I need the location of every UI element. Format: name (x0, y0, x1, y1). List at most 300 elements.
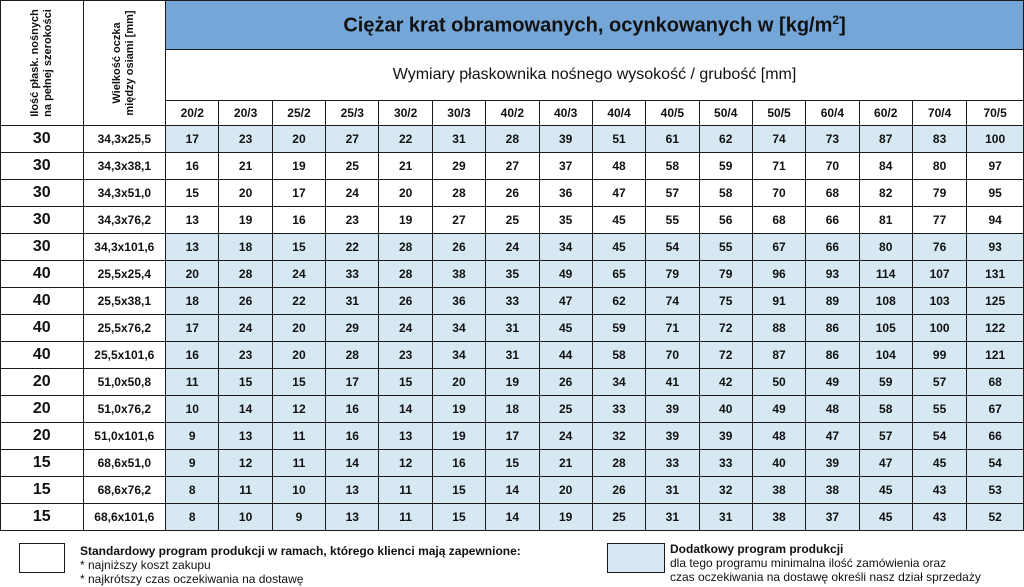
weight-value-cell: 19 (486, 369, 539, 396)
weight-value-cell: 26 (379, 288, 432, 315)
weight-value-cell: 28 (592, 450, 645, 477)
bar-count-cell: 15 (1, 477, 84, 504)
weight-value-cell: 26 (432, 234, 485, 261)
weight-value-cell: 55 (699, 234, 752, 261)
weight-value-cell: 26 (219, 288, 272, 315)
weight-value-cell: 45 (592, 234, 645, 261)
weight-value-cell: 32 (592, 423, 645, 450)
weight-value-cell: 16 (272, 207, 325, 234)
table-row (1, 126, 1024, 153)
weight-value-cell: 20 (432, 369, 485, 396)
bar-count-cell: 40 (1, 342, 84, 369)
weight-value-cell: 40 (752, 450, 805, 477)
weight-value-cell: 14 (379, 396, 432, 423)
weight-value-cell: 22 (379, 126, 432, 153)
row-header-count (1, 1, 84, 126)
table-title-prefix: Ciężar krat obramowanych, ocynkowanych w [kg/m (343, 14, 833, 37)
table-row (1, 423, 1024, 450)
dimension-header-cell: 20/2 (166, 101, 219, 126)
weight-value-cell: 27 (486, 153, 539, 180)
dimension-header-cell: 50/4 (699, 101, 752, 126)
weight-value-cell: 16 (432, 450, 485, 477)
weight-value-cell: 45 (912, 450, 966, 477)
weight-value-cell: 31 (646, 477, 699, 504)
weight-value-cell: 52 (967, 504, 1024, 531)
weight-value-cell: 38 (752, 477, 805, 504)
weight-value-cell: 103 (912, 288, 966, 315)
bar-count-cell: 15 (1, 450, 84, 477)
weight-value-cell: 31 (432, 126, 485, 153)
mesh-size-cell: 34,3x76,2 (83, 207, 166, 234)
weight-value-cell: 13 (379, 423, 432, 450)
weight-value-cell: 74 (646, 288, 699, 315)
weight-value-cell: 66 (806, 207, 859, 234)
weight-value-cell: 44 (539, 342, 592, 369)
weight-value-cell: 18 (486, 396, 539, 423)
bar-count-cell: 30 (1, 126, 84, 153)
weight-value-cell: 20 (539, 477, 592, 504)
weight-value-cell: 59 (592, 315, 645, 342)
weight-value-cell: 80 (912, 153, 966, 180)
weight-value-cell: 54 (967, 450, 1024, 477)
weight-value-cell: 79 (699, 261, 752, 288)
dimension-header-cell: 70/5 (967, 101, 1024, 126)
weight-value-cell: 37 (806, 504, 859, 531)
weight-value-cell: 36 (539, 180, 592, 207)
weight-value-cell: 67 (752, 234, 805, 261)
weight-value-cell: 97 (967, 153, 1024, 180)
weight-value-cell: 23 (326, 207, 379, 234)
bar-count-cell: 30 (1, 180, 84, 207)
weight-value-cell: 56 (699, 207, 752, 234)
row-header-mesh-label: Wielkość oczka między osiami [mm] (111, 10, 137, 116)
weight-value-cell: 79 (912, 180, 966, 207)
weight-value-cell: 37 (539, 153, 592, 180)
weight-value-cell: 15 (432, 477, 485, 504)
weight-value-cell: 28 (219, 261, 272, 288)
legend-additional-swatch (607, 543, 665, 573)
weight-value-cell: 12 (219, 450, 272, 477)
mesh-size-cell: 51,0x50,8 (83, 369, 166, 396)
weight-value-cell: 28 (379, 234, 432, 261)
weight-value-cell: 23 (379, 342, 432, 369)
weight-value-cell: 54 (912, 423, 966, 450)
weight-value-cell: 57 (646, 180, 699, 207)
weight-value-cell: 94 (967, 207, 1024, 234)
dimension-header-cell: 60/4 (806, 101, 859, 126)
dimension-header-cell: 40/3 (539, 101, 592, 126)
weight-value-cell: 19 (379, 207, 432, 234)
weight-value-cell: 48 (752, 423, 805, 450)
weight-value-cell: 24 (539, 423, 592, 450)
weight-value-cell: 55 (646, 207, 699, 234)
weight-value-cell: 11 (379, 477, 432, 504)
weight-value-cell: 34 (539, 234, 592, 261)
mesh-size-cell: 34,3x25,5 (83, 126, 166, 153)
weight-value-cell: 31 (646, 504, 699, 531)
dimension-header-cell: 40/4 (592, 101, 645, 126)
weight-value-cell: 20 (219, 180, 272, 207)
weight-value-cell: 19 (272, 153, 325, 180)
weight-value-cell: 75 (699, 288, 752, 315)
table-body (1, 126, 1024, 531)
weight-value-cell: 70 (752, 180, 805, 207)
legend-standard-text (80, 544, 580, 586)
weight-value-cell: 48 (592, 153, 645, 180)
weight-value-cell: 29 (432, 153, 485, 180)
weight-value-cell: 26 (486, 180, 539, 207)
weight-value-cell: 19 (432, 423, 485, 450)
legend-additional-line2: czas oczekiwania na dostawę określi nasz dział sprzedaży (670, 570, 981, 584)
weight-value-cell: 10 (272, 477, 325, 504)
weight-value-cell: 91 (752, 288, 805, 315)
legend-standard (0, 540, 600, 587)
legend-standard-swatch (19, 543, 65, 573)
weight-value-cell: 25 (486, 207, 539, 234)
weight-value-cell: 48 (806, 396, 859, 423)
weight-value-cell: 19 (219, 207, 272, 234)
weight-value-cell: 38 (806, 477, 859, 504)
weight-value-cell: 84 (859, 153, 912, 180)
weight-value-cell: 15 (272, 369, 325, 396)
weight-value-cell: 11 (219, 477, 272, 504)
weight-value-cell: 28 (432, 180, 485, 207)
weight-value-cell: 45 (859, 477, 912, 504)
weight-value-cell: 122 (967, 315, 1024, 342)
weight-value-cell: 8 (166, 477, 219, 504)
weight-value-cell: 131 (967, 261, 1024, 288)
bar-count-cell: 40 (1, 261, 84, 288)
table-title (166, 1, 1024, 50)
weight-value-cell: 35 (486, 261, 539, 288)
mesh-size-cell: 25,5x25,4 (83, 261, 166, 288)
weight-value-cell: 20 (379, 180, 432, 207)
legend-additional (600, 540, 1024, 587)
weight-value-cell: 62 (699, 126, 752, 153)
weight-value-cell: 27 (326, 126, 379, 153)
weight-value-cell: 82 (859, 180, 912, 207)
weight-value-cell: 89 (806, 288, 859, 315)
weight-value-cell: 45 (592, 207, 645, 234)
weight-value-cell: 47 (592, 180, 645, 207)
weight-value-cell: 15 (166, 180, 219, 207)
weight-value-cell: 79 (646, 261, 699, 288)
weight-value-cell: 96 (752, 261, 805, 288)
weight-value-cell: 15 (219, 369, 272, 396)
weight-value-cell: 20 (166, 261, 219, 288)
weight-value-cell: 19 (539, 504, 592, 531)
weight-value-cell: 86 (806, 342, 859, 369)
weight-value-cell: 87 (859, 126, 912, 153)
legend-additional-text (670, 542, 1020, 584)
weight-value-cell: 13 (166, 207, 219, 234)
weight-value-cell: 33 (699, 450, 752, 477)
mesh-size-cell: 34,3x51,0 (83, 180, 166, 207)
weight-value-cell: 28 (486, 126, 539, 153)
dimension-header-cell: 30/3 (432, 101, 485, 126)
mesh-size-cell: 25,5x76,2 (83, 315, 166, 342)
dimension-header-cell: 70/4 (912, 101, 966, 126)
mesh-size-cell: 34,3x101,6 (83, 234, 166, 261)
table-row (1, 288, 1024, 315)
table-title-suffix: ] (839, 14, 846, 37)
weight-value-cell: 13 (219, 423, 272, 450)
weight-value-cell: 67 (967, 396, 1024, 423)
weight-value-cell: 72 (699, 342, 752, 369)
weight-value-cell: 24 (326, 180, 379, 207)
weight-value-cell: 15 (486, 450, 539, 477)
weight-value-cell: 16 (326, 396, 379, 423)
weight-value-cell: 125 (967, 288, 1024, 315)
weight-value-cell: 33 (592, 396, 645, 423)
weight-value-cell: 14 (486, 477, 539, 504)
mesh-size-cell: 68,6x101,6 (83, 504, 166, 531)
legend-standard-line2: * najkrótszy czas oczekiwania na dostawę (80, 572, 304, 586)
bar-count-cell: 40 (1, 288, 84, 315)
row-header-count-label: Ilość płask. nośnych na pełnej szerokości (28, 9, 54, 117)
table-row (1, 342, 1024, 369)
legend-standard-line1: * najniższy koszt zakupu (80, 558, 211, 572)
dimension-header-cell: 60/2 (859, 101, 912, 126)
bar-count-cell: 30 (1, 207, 84, 234)
weight-value-cell: 114 (859, 261, 912, 288)
weight-value-cell: 34 (432, 342, 485, 369)
mesh-size-cell: 68,6x76,2 (83, 477, 166, 504)
weight-value-cell: 13 (166, 234, 219, 261)
weight-value-cell: 12 (379, 450, 432, 477)
weight-value-cell: 74 (752, 126, 805, 153)
weight-value-cell: 17 (166, 315, 219, 342)
weight-value-cell: 45 (859, 504, 912, 531)
weight-value-cell: 49 (806, 369, 859, 396)
weight-value-cell: 29 (326, 315, 379, 342)
weight-value-cell: 53 (967, 477, 1024, 504)
weight-value-cell: 22 (272, 288, 325, 315)
weight-value-cell: 17 (166, 126, 219, 153)
table-row (1, 207, 1024, 234)
table-row (1, 261, 1024, 288)
dimension-header-cell: 50/5 (752, 101, 805, 126)
weight-value-cell: 43 (912, 504, 966, 531)
weight-value-cell: 11 (272, 423, 325, 450)
weight-value-cell: 13 (326, 504, 379, 531)
weight-value-cell: 14 (219, 396, 272, 423)
mesh-size-cell: 51,0x101,6 (83, 423, 166, 450)
weight-value-cell: 28 (379, 261, 432, 288)
weight-value-cell: 68 (967, 369, 1024, 396)
bar-count-cell: 40 (1, 315, 84, 342)
weight-value-cell: 23 (219, 342, 272, 369)
mesh-size-cell: 68,6x51,0 (83, 450, 166, 477)
weight-value-cell: 15 (272, 234, 325, 261)
weight-value-cell: 33 (646, 450, 699, 477)
table-row (1, 369, 1024, 396)
bar-count-cell: 15 (1, 504, 84, 531)
weight-value-cell: 15 (432, 504, 485, 531)
weight-value-cell: 105 (859, 315, 912, 342)
weight-value-cell: 39 (699, 423, 752, 450)
weight-value-cell: 34 (432, 315, 485, 342)
table-row (1, 180, 1024, 207)
weight-value-cell: 93 (967, 234, 1024, 261)
dimension-header-cell: 40/2 (486, 101, 539, 126)
weight-value-cell: 55 (912, 396, 966, 423)
mesh-size-cell: 34,3x38,1 (83, 153, 166, 180)
weight-value-cell: 28 (326, 342, 379, 369)
weight-value-cell: 25 (592, 504, 645, 531)
weight-value-cell: 39 (646, 396, 699, 423)
weight-value-cell: 40 (699, 396, 752, 423)
weight-value-cell: 70 (806, 153, 859, 180)
weight-value-cell: 20 (272, 315, 325, 342)
weight-value-cell: 14 (326, 450, 379, 477)
weight-value-cell: 86 (806, 315, 859, 342)
weight-value-cell: 39 (806, 450, 859, 477)
weight-value-cell: 11 (272, 450, 325, 477)
weight-value-cell: 66 (967, 423, 1024, 450)
weight-value-cell: 72 (699, 315, 752, 342)
weight-value-cell: 41 (646, 369, 699, 396)
weight-value-cell: 42 (699, 369, 752, 396)
weight-value-cell: 54 (646, 234, 699, 261)
weight-value-cell: 88 (752, 315, 805, 342)
weight-value-cell: 58 (592, 342, 645, 369)
weight-value-cell: 43 (912, 477, 966, 504)
weight-value-cell: 65 (592, 261, 645, 288)
table-row (1, 234, 1024, 261)
weight-value-cell: 73 (806, 126, 859, 153)
table-row (1, 477, 1024, 504)
weight-value-cell: 49 (752, 396, 805, 423)
dimension-header-cell: 30/2 (379, 101, 432, 126)
table-row (1, 450, 1024, 477)
weight-value-cell: 21 (219, 153, 272, 180)
weight-value-cell: 59 (859, 369, 912, 396)
weight-value-cell: 38 (752, 504, 805, 531)
weight-value-cell: 27 (432, 207, 485, 234)
weight-value-cell: 50 (752, 369, 805, 396)
weight-value-cell: 24 (272, 261, 325, 288)
bar-count-cell: 20 (1, 423, 84, 450)
weight-value-cell: 93 (806, 261, 859, 288)
weight-value-cell: 36 (432, 288, 485, 315)
weight-value-cell: 12 (272, 396, 325, 423)
weight-value-cell: 31 (486, 342, 539, 369)
weight-value-cell: 47 (806, 423, 859, 450)
weight-value-cell: 11 (379, 504, 432, 531)
weight-value-cell: 25 (326, 153, 379, 180)
table-row (1, 396, 1024, 423)
weight-value-cell: 61 (646, 126, 699, 153)
weight-value-cell: 32 (699, 477, 752, 504)
weight-value-cell: 35 (539, 207, 592, 234)
weight-value-cell: 24 (379, 315, 432, 342)
weight-value-cell: 17 (326, 369, 379, 396)
weight-value-cell: 58 (699, 180, 752, 207)
weight-value-cell: 57 (859, 423, 912, 450)
weight-value-cell: 31 (699, 504, 752, 531)
bar-count-cell: 20 (1, 369, 84, 396)
dimension-header-cell: 25/3 (326, 101, 379, 126)
weight-value-cell: 34 (592, 369, 645, 396)
weight-value-cell: 99 (912, 342, 966, 369)
weight-value-cell: 39 (539, 126, 592, 153)
weight-value-cell: 20 (272, 342, 325, 369)
weight-value-cell: 18 (166, 288, 219, 315)
weight-value-cell: 24 (486, 234, 539, 261)
weight-value-cell: 87 (752, 342, 805, 369)
weight-value-cell: 25 (539, 396, 592, 423)
weight-value-cell: 51 (592, 126, 645, 153)
weight-value-cell: 62 (592, 288, 645, 315)
weight-value-cell: 10 (219, 504, 272, 531)
weight-value-cell: 47 (859, 450, 912, 477)
weight-value-cell: 58 (646, 153, 699, 180)
table-row (1, 504, 1024, 531)
weight-value-cell: 33 (486, 288, 539, 315)
weight-value-cell: 108 (859, 288, 912, 315)
table-row (1, 153, 1024, 180)
weight-value-cell: 47 (539, 288, 592, 315)
weight-value-cell: 80 (859, 234, 912, 261)
weight-value-cell: 16 (166, 342, 219, 369)
weight-value-cell: 9 (272, 504, 325, 531)
weight-value-cell: 81 (859, 207, 912, 234)
weight-value-cell: 31 (486, 315, 539, 342)
weight-value-cell: 83 (912, 126, 966, 153)
bar-count-cell: 20 (1, 396, 84, 423)
weight-value-cell: 104 (859, 342, 912, 369)
mesh-size-cell: 25,5x101,6 (83, 342, 166, 369)
weight-value-cell: 13 (326, 477, 379, 504)
weight-value-cell: 68 (752, 207, 805, 234)
weight-value-cell: 68 (806, 180, 859, 207)
weight-value-cell: 26 (592, 477, 645, 504)
legend-additional-title: Dodatkowy program produkcji (670, 542, 844, 556)
dimension-header-cell: 25/2 (272, 101, 325, 126)
weight-value-cell: 11 (166, 369, 219, 396)
weight-value-cell: 20 (272, 126, 325, 153)
weight-value-cell: 95 (967, 180, 1024, 207)
weight-value-cell: 100 (912, 315, 966, 342)
table-row (1, 315, 1024, 342)
weight-value-cell: 8 (166, 504, 219, 531)
weight-value-cell: 39 (646, 423, 699, 450)
weight-value-cell: 66 (806, 234, 859, 261)
legend-standard-title: Standardowy program produkcji w ramach, którego klienci mają zapewnione: (80, 544, 521, 558)
weight-value-cell: 24 (219, 315, 272, 342)
table-subtitle: Wymiary płaskownika nośnego wysokość / grubość [mm] (166, 50, 1024, 101)
weight-value-cell: 21 (539, 450, 592, 477)
weight-value-cell: 17 (486, 423, 539, 450)
weight-value-cell: 59 (699, 153, 752, 180)
weight-value-cell: 33 (326, 261, 379, 288)
weight-value-cell: 19 (432, 396, 485, 423)
weight-value-cell: 17 (272, 180, 325, 207)
weight-value-cell: 14 (486, 504, 539, 531)
weight-value-cell: 10 (166, 396, 219, 423)
weight-value-cell: 15 (379, 369, 432, 396)
weight-value-cell: 71 (752, 153, 805, 180)
weight-value-cell: 107 (912, 261, 966, 288)
weight-value-cell: 77 (912, 207, 966, 234)
bar-count-cell: 30 (1, 153, 84, 180)
weight-value-cell: 49 (539, 261, 592, 288)
dimension-header-cell: 20/3 (219, 101, 272, 126)
mesh-size-cell: 25,5x38,1 (83, 288, 166, 315)
weight-value-cell: 70 (646, 342, 699, 369)
weight-value-cell: 16 (166, 153, 219, 180)
